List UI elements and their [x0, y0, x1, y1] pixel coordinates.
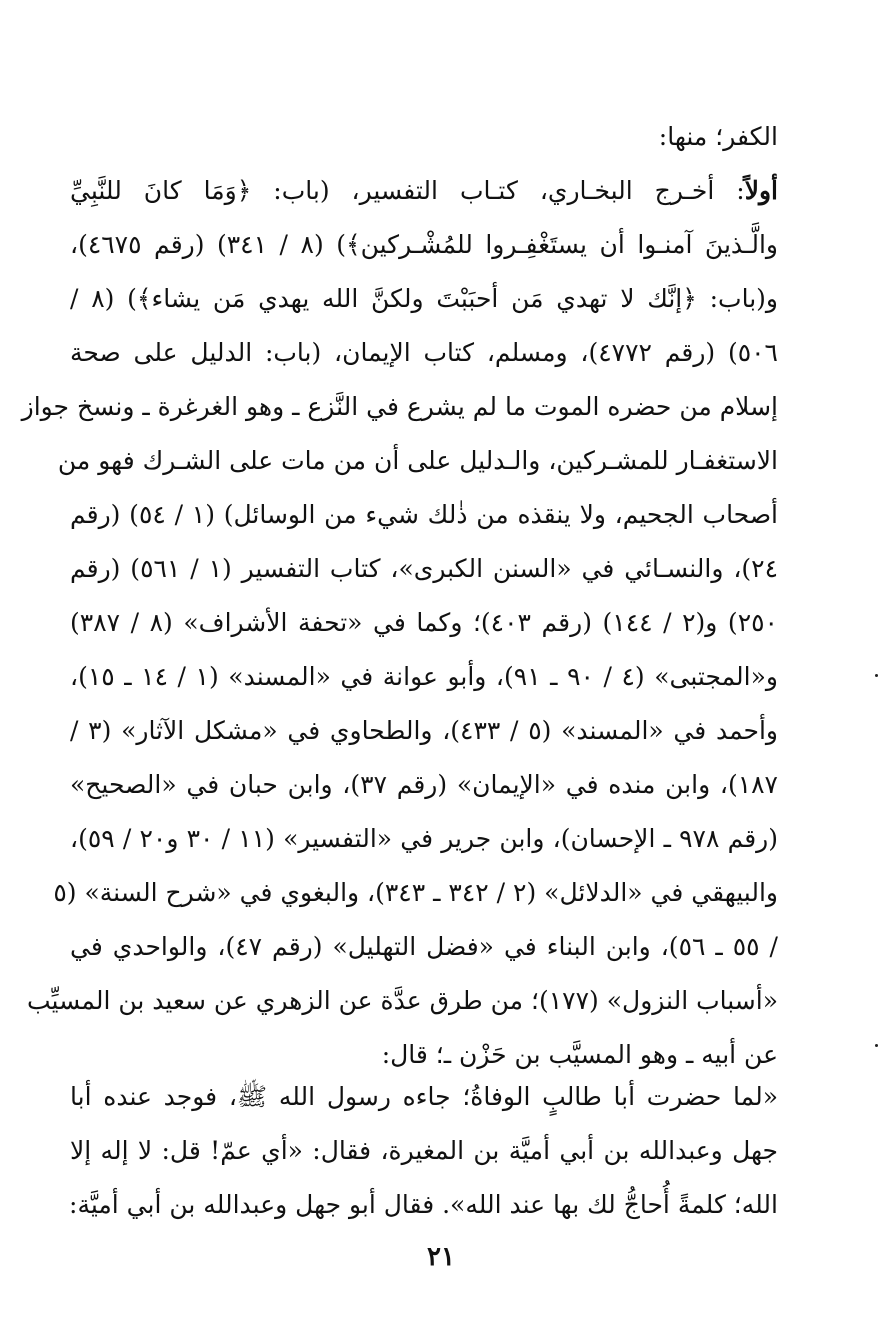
citation-line: و(باب: ﴿إنَّك لا تهدي مَن أحبَبْتَ ولكنَّ الله يهدي مَن يشاء﴾) (٨ /: [70, 284, 778, 313]
citation-paragraph: [21, 164, 778, 1082]
intro-paragraph: [70, 110, 778, 164]
page-number: ٢١: [427, 1242, 455, 1272]
citation-line: ١٨٧)، وابن منده في «الإيمان» (رقم ٣٧)، وابن حبان في «الصحيح»: [70, 770, 778, 799]
scan-speck: [875, 1044, 878, 1047]
scan-speck: [875, 674, 878, 677]
citation-line: ٥٠٦) (رقم ٤٧٧٢)، ومسلم، كتاب الإيمان، (باب: الدليل على صحة: [70, 338, 778, 367]
citation-line: ٢٤)، والنسـائي في «السنن الكبرى»، كتاب التفسير (١ / ٥٦١) (رقم: [70, 554, 778, 583]
citation-line: و«المجتبى» (٤ / ٩٠ ـ ٩١)، وأبو عوانة في «المسند» (١ / ١٤ ـ ١٥)،: [70, 662, 778, 691]
citation-line: (رقم ٩٧٨ ـ الإحسان)، وابن جرير في «التفسير» (١١ / ٣٠ و٢٠ / ٥٩)،: [70, 824, 778, 853]
citation-line: والَّـذينَ آمنـوا أن يستَغْفِـروا للمُشْـركين﴾) (٨ / ٣٤١) (رقم ٤٦٧٥)،: [70, 230, 778, 259]
quote-line: «لما حضرت أبا طالبٍ الوفاةُ؛ جاءه رسول الله ﷺ، فوجد عنده أبا: [70, 1082, 778, 1111]
lead-word: أولاً: [744, 176, 778, 205]
citation-line: / ٥٥ ـ ٥٦)، وابن البناء في «فضل التهليل» (رقم ٤٧)، والواحدي في: [70, 932, 778, 961]
citation-line: وأحمد في «المسند» (٥ / ٤٣٣)، والطحاوي في «مشكل الآثار» (٣ /: [70, 716, 778, 745]
intro-line: الكفر؛ منها:: [658, 122, 778, 151]
quote-line: جهل وعبدالله بن أبي أميَّة بن المغيرة، فقال: «أي عمّ! قل: لا إله إلا: [70, 1136, 778, 1165]
citation-line: الاستغفـار للمشـركين، والـدليل على أن من مات على الشـرك فهو من: [57, 446, 778, 475]
citation-line-last: عن أبيه ـ وهو المسيَّب بن حَزْن ـ؛ قال:: [381, 1040, 778, 1069]
citation-line: ٢٥٠) و(٢ / ١٤٤) (رقم ٤٠٣)؛ وكما في «تحفة الأشراف» (٨ / ٣٨٧): [70, 608, 778, 637]
citation-line-1: [70, 164, 778, 218]
citation-line: أصحاب الجحيم، ولا ينقذه من ذٰلك شيء من الوسائل) (١ / ٥٤) (رقم: [70, 500, 778, 529]
hadith-quote-paragraph: [70, 1070, 778, 1232]
citation-line: والبيهقي في «الدلائل» (٢ / ٣٤٢ ـ ٣٤٣)، والبغوي في «شرح السنة» (٥: [53, 878, 778, 907]
citation-line: «أسباب النزول» (١٧٧)؛ من طرق عدَّة عن الزهري عن سعيد بن المسيِّب: [26, 986, 778, 1015]
citation-line-1-text: : أخـرج البخـاري، كتـاب التفسير، (باب: ﴿وَمَا كانَ للنَّبِيِّ: [70, 176, 745, 205]
quote-line: الله؛ كلمةً أُحاجُّ لك بها عند الله». فقال أبو جهل وعبدالله بن أبي أميَّة:: [69, 1190, 778, 1219]
citation-line: إسلام من حضره الموت ما لم يشرع في النَّزع ـ وهو الغرغرة ـ ونسخ جواز: [21, 392, 778, 421]
